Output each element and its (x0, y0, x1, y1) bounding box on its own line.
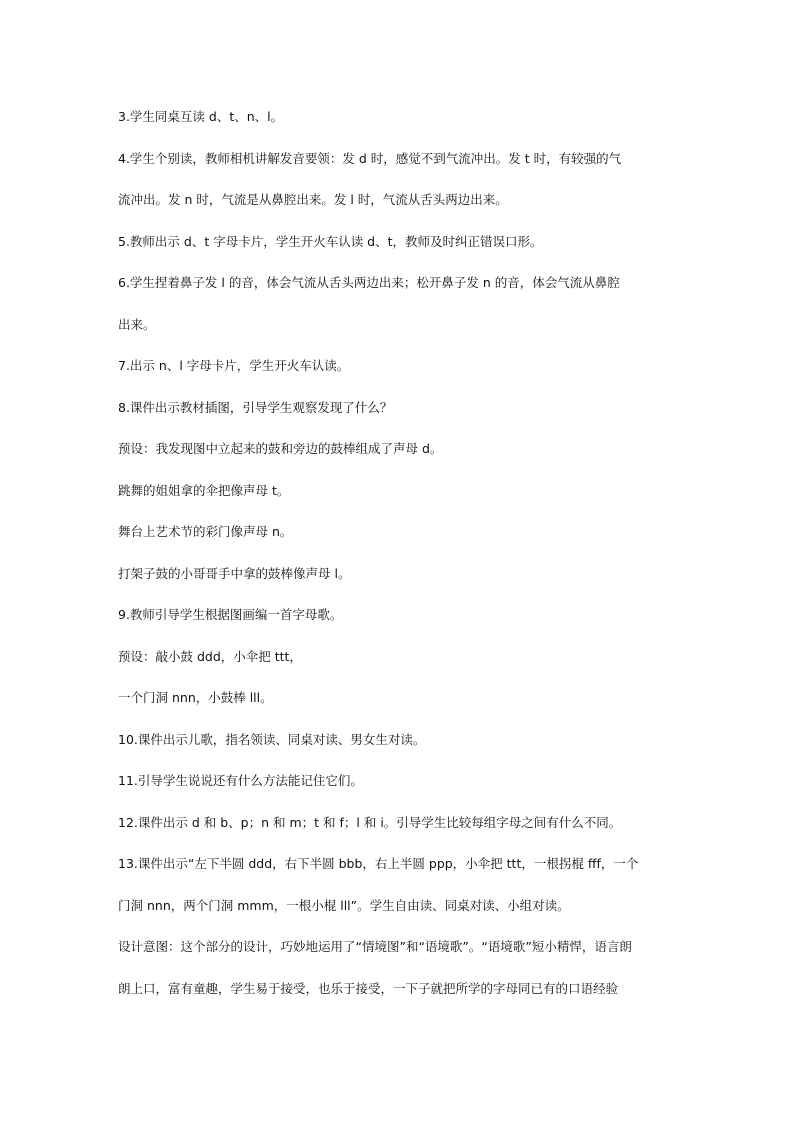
text-line: 舞台上艺术节的彩门像声母 n。 (118, 524, 293, 539)
text-line: 流冲出。发 n 时，气流是从鼻腔出来。发 l 时，气流从舌头两边出来。 (118, 192, 508, 207)
text-line: 门洞 nnn，两个门洞 mmm，一根小棍 lll”。学生自由读、同桌对读、小组对读。 (118, 898, 570, 913)
text-line: 9.教师引导学生根据图画编一首字母歌。 (118, 607, 343, 622)
text-line: 设计意图：这个部分的设计，巧妙地运用了“情境图”和“语境歌”。“语境歌”短小精悍，语言朗 (118, 939, 632, 954)
text-line: 预设：我发现图中立起来的鼓和旁边的鼓棒组成了声母 d。 (118, 441, 443, 456)
text-line: 出来。 (118, 317, 156, 332)
text-line: 12.课件出示 d 和 b、p；n 和 m；t 和 f；l 和 i。引导学生比较每组字母之间有什么不同。 (118, 815, 622, 830)
text-line: 11.引导学生说说还有什么方法能记住它们。 (118, 773, 363, 788)
text-line: 一个门洞 nnn，小鼓棒 lll。 (118, 690, 273, 705)
text-line: 10.课件出示儿歌，指名领读、同桌对读、男女生对读。 (118, 732, 426, 747)
text-line: 7.出示 n、l 字母卡片，学生开火车认读。 (118, 358, 350, 373)
text-line: 6.学生捏着鼻子发 l 的音，体会气流从舌头两边出来；松开鼻子发 n 的音，体会气流从鼻腔 (118, 275, 620, 290)
text-line: 朗上口，富有童趣，学生易于接受，也乐于接受，一下子就把所学的字母同已有的口语经验 (118, 981, 619, 996)
text-line: 5.教师出示 d、t 字母卡片，学生开火车认读 d、t，教师及时纠正错误口形。 (118, 234, 543, 249)
text-line: 跳舞的姐姐拿的伞把像声母 t。 (118, 483, 290, 498)
text-line: 13.课件出示“左下半圆 ddd，右下半圆 bbb，右上半圆 ppp，小伞把 ttt，一根拐棍 fff，一个 (118, 856, 639, 871)
text-line: 8.课件出示教材插图，引导学生观察发现了什么？ (118, 400, 393, 415)
text-line: 4.学生个别读，教师相机讲解发音要领：发 d 时，感觉不到气流冲出。发 t 时，有较强的气 (118, 151, 622, 166)
text-line: 3.学生同桌互读 d、t、n、l。 (118, 109, 284, 124)
text-line: 预设：敲小鼓 ddd，小伞把 ttt， (118, 649, 302, 664)
text-line: 打架子鼓的小哥哥手中拿的鼓棒像声母 l。 (118, 566, 351, 581)
